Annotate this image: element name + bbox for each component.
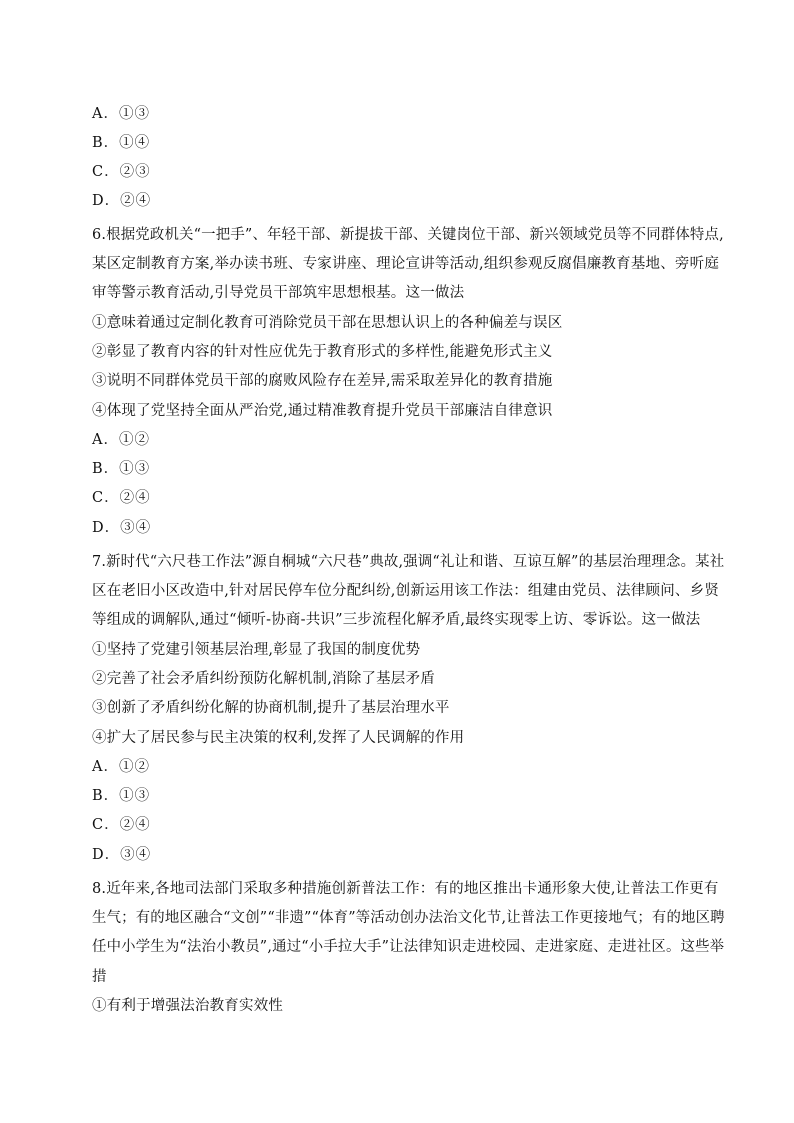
q7-stem-line: 等组成的调解队,通过“倾听-协商-共识”三步流程化解矛盾,最终实现零上访、零诉讼。这一做法 <box>92 612 701 628</box>
q6-option-d: D．③④ <box>92 520 152 536</box>
q7-option-c: C．②④ <box>92 817 151 833</box>
q7-stem-line: 7.新时代“六尺巷工作法”源自桐城“六尺巷”典故,强调“礼让和谐、互谅互解”的基层治理理念。某社 <box>92 554 725 570</box>
q5-option-b: B．①④ <box>92 135 151 151</box>
q6-statement-3: ③说明不同群体党员干部的腐败风险存在差异,需采取差异化的教育措施 <box>92 373 553 389</box>
q7-option-b: B．①③ <box>92 788 151 804</box>
q8-stem-line: 任中小学生为“法治小教员”,通过“小手拉大手”让法律知识走进校园、走进家庭、走进社区。这些举 <box>92 939 725 955</box>
q5-option-c: C．②③ <box>92 164 151 180</box>
q6-option-b: B．①③ <box>92 461 151 477</box>
q8-stem-line: 8.近年来,各地司法部门采取多种措施创新普法工作：有的地区推出卡通形象大使,让普法工作更有 <box>92 881 719 897</box>
q7-option-a: A．①② <box>92 759 150 775</box>
q6-option-c: C．②④ <box>92 490 151 506</box>
q6-statement-2: ②彰显了教育内容的针对性应优先于教育形式的多样性,能避免形式主义 <box>92 344 553 360</box>
q7-stem-line: 区在老旧小区改造中,针对居民停车位分配纠纷,创新运用该工作法：组建由党员、法律顾问、乡贤 <box>92 583 720 599</box>
q7-statement-1: ①坚持了党建引领基层治理,彰显了我国的制度优势 <box>92 642 421 658</box>
q7-option-d: D．③④ <box>92 847 152 863</box>
q6-stem-line: 6.根据党政机关“一把手”、年轻干部、新提拔干部、关键岗位干部、新兴领域党员等不同群体特点, <box>92 227 724 243</box>
q7-statement-3: ③创新了矛盾纠纷化解的协商机制,提升了基层治理水平 <box>92 700 450 716</box>
q6-statement-1: ①意味着通过定制化教育可消除党员干部在思想认识上的各种偏差与误区 <box>92 315 563 331</box>
q6-statement-4: ④体现了党坚持全面从严治党,通过精准教育提升党员干部廉洁自律意识 <box>92 403 553 419</box>
q8-stem-line: 生气；有的地区融合“文创”“非遗”“体育”等活动创办法治文化节,让普法工作更接地气；有的地区聘 <box>92 910 725 926</box>
q6-stem-line: 某区定制教育方案,举办读书班、专家讲座、理论宣讲等活动,组织参观反腐倡廉教育基地、旁听庭 <box>92 256 720 272</box>
q8-stem-line: 措 <box>92 969 107 985</box>
q5-option-d: D．②④ <box>92 193 152 209</box>
q5-option-a: A．①③ <box>92 106 150 122</box>
q6-stem-line: 审等警示教育活动,引导党员干部筑牢思想根基。这一做法 <box>92 285 465 301</box>
q7-statement-4: ④扩大了居民参与民主决策的权利,发挥了人民调解的作用 <box>92 730 465 746</box>
q7-statement-2: ②完善了社会矛盾纠纷预防化解机制,消除了基层矛盾 <box>92 671 435 687</box>
q8-statement-1: ①有利于增强法治教育实效性 <box>92 998 284 1014</box>
q6-option-a: A．①② <box>92 432 150 448</box>
